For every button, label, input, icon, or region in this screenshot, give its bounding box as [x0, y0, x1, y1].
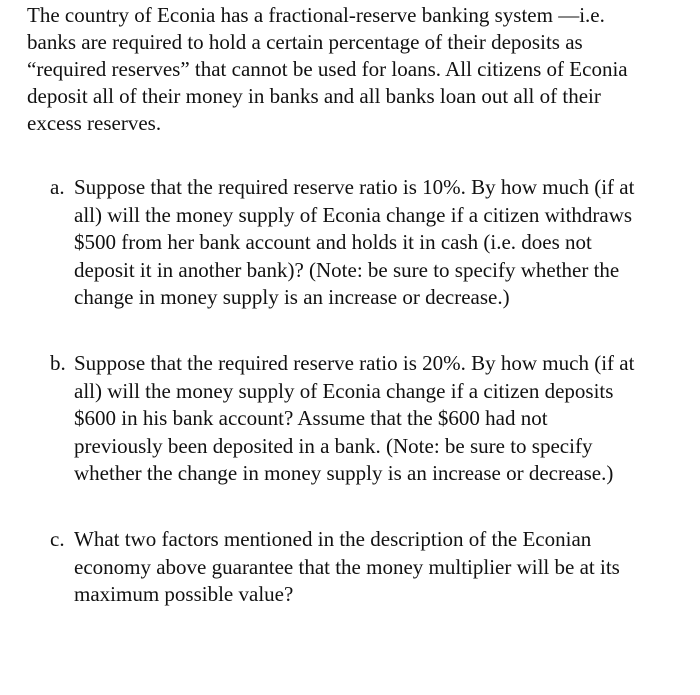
question-letter: c. — [50, 526, 65, 551]
intro-paragraph: The country of Econia has a fractional-reserve banking system —i.e. banks are required to hold a certain percentage of their deposits as “required reserves” that cannot be used for loans. All citizens of Econia deposit all of their money in banks and all banks loan out all of their excess reserves. — [27, 3, 628, 135]
question-list — [27, 174, 687, 609]
question-text: What two factors mentioned in the description of the Econian economy above guarantee that the money multiplier will be at its maximum possible value? — [74, 526, 620, 607]
question-c — [27, 526, 639, 609]
question-letter: a. — [50, 175, 65, 199]
problem-document — [27, 2, 687, 609]
question-b — [27, 350, 639, 488]
question-text: Suppose that the required reserve ratio is 20%. By how much (if at all) will the money supply of Econia change if a citizen deposits $600 in his bank account? Assume that the $600 had not previously been deposited in a bank. (Note: be sure to specify whether the change in money supply is an increase or decrease.) — [74, 350, 635, 486]
question-a — [27, 174, 639, 312]
question-text: Suppose that the required reserve ratio is 10%. By how much (if at all) will the money supply of Econia change if a citizen withdraws $500 from her bank account and holds it in cash (i.e. does not deposit it in another bank)? (Note: be sure to specify whether the change in money supply is an increase or decrease.) — [74, 175, 635, 310]
question-letter: b. — [50, 350, 66, 375]
